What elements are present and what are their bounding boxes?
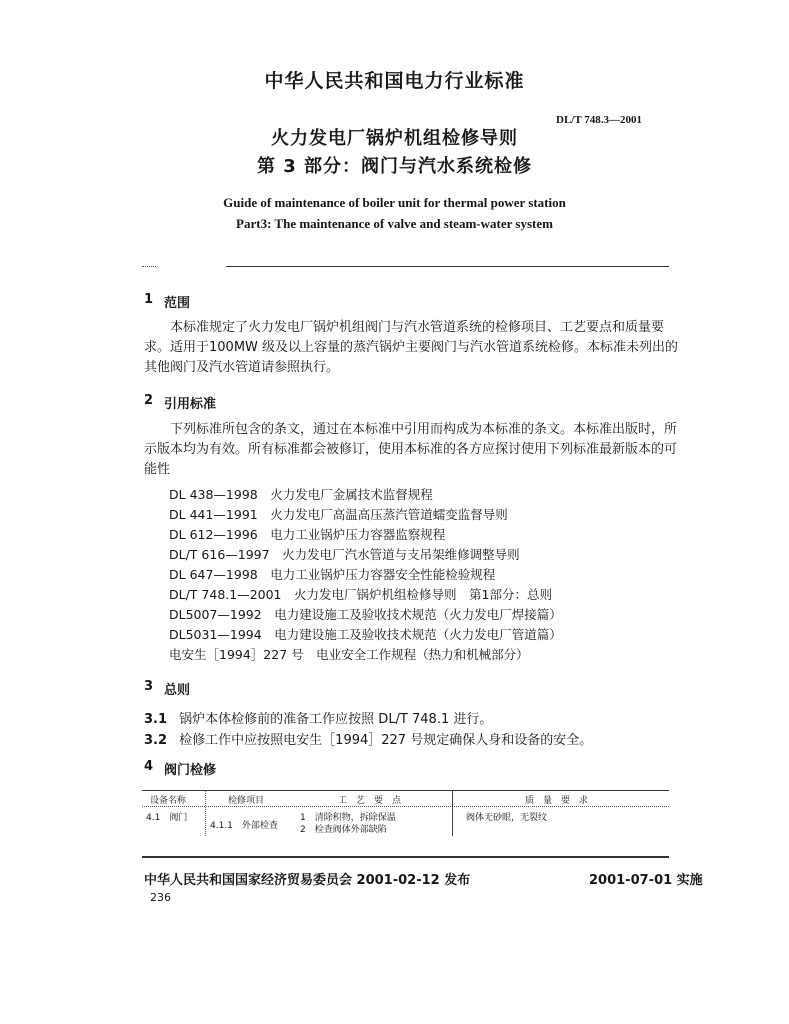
section-title-general: 总则 [164,683,191,698]
header-item: 检修项目 [228,796,265,806]
section-number: 3 [144,679,154,694]
reference-item: DL 612—1996 电力工业锅炉压力容器监察规程 [169,527,446,542]
clause-3-2 [144,729,592,748]
header-process: 工 艺 要 点 [338,796,402,806]
clause-number: 3.1 [144,712,168,727]
clause-3-1 [144,708,492,727]
separator-dot-left [142,266,156,267]
section-title-scope: 范围 [164,296,191,311]
table-header-rule [142,806,669,807]
row-quality: 阀体无砂眼，无裂纹 [466,813,548,823]
section-number: 2 [144,393,154,408]
table-col-divider [205,790,206,836]
reference-item: DL 441—1991 火力发电厂高温高压蒸汽管道蠕变监督导则 [169,507,508,522]
standard-category-title: 中华人民共和国电力行业标准 [264,70,525,92]
page-number: 236 [150,891,171,904]
standard-code: DL/T 748.3—2001 [556,114,642,126]
effective-date: 2001-07-01 实施 [589,873,703,888]
clause-text: 锅炉本体检修前的准备工作应按照 DL/T 748.1 进行。 [179,712,493,727]
header-equipment: 设备名称 [150,796,187,806]
footer-rule [142,856,669,858]
table-col-divider [452,790,453,836]
clause-text: 检修工作中应按照电安生［1994］227 号规定确保人身和设备的安全。 [179,733,593,748]
english-title: Guide of maintenance of boiler unit for thermal power station [223,195,566,210]
reference-item: DL 647—1998 电力工业锅炉压力容器安全性能检验规程 [169,567,496,582]
header-quality: 质 量 要 求 [525,796,589,806]
clause-number: 3.2 [144,733,168,748]
reference-item: DL/T 616—1997 火力发电厂汽水管道与支吊架维修调整导则 [169,547,520,562]
row-step: 1 清除积物，拆除保温 [300,813,396,823]
section-title-references: 引用标准 [164,397,217,412]
issuer-line: 中华人民共和国国家经济贸易委员会 2001-02-12 发布 [144,873,471,888]
reference-item: DL 438—1998 火力发电厂金属技术监督规程 [169,487,433,502]
reference-item: DL/T 748.1—2001 火力发电厂锅炉机组检修导则 第1部分：总则 [169,587,552,602]
reference-item: DL5007—1992 电力建设施工及验收技术规范（火力发电厂焊接篇） [169,607,562,622]
document-subtitle: 第 3 部分：阀门与汽水系统检修 [256,156,533,177]
reference-item: DL5031—1994 电力建设施工及验收技术规范（火力发电厂管道篇） [169,627,562,642]
reference-item: 电安生［1994］227 号 电业安全工作规程（热力和机械部分） [169,647,529,662]
row-equipment: 4.1 阀门 [146,813,188,823]
row-step: 2 检查阀体外部缺陷 [300,825,387,835]
section-title-valve-maintenance: 阀门检修 [164,763,217,778]
english-subtitle: Part3: The maintenance of valve and steam-water system [236,216,553,231]
row-item: 4.1.1 外部检查 [210,821,278,831]
section-number: 1 [144,292,154,307]
document-title: 火力发电厂锅炉机组检修导则 [271,128,518,149]
table-top-rule [142,790,669,791]
section-number: 4 [144,759,154,774]
scope-paragraph: 本标准规定了火力发电厂锅炉机组阀门与汽水管道系统的检修项目、工艺要点和质量要求。适用于100MW 级及以上容量的蒸汽锅炉主要阀门与汽水管道系统检修。本标准未列出的其他阀门及汽水管道请参照执行。 [144,320,679,375]
title-separator [226,266,669,267]
references-paragraph: 下列标准所包含的条文，通过在本标准中引用而构成为本标准的条文。本标准出版时，所示版本均为有效。所有标准都会被修订，使用本标准的各方应探讨使用下列标准最新版本的可能性 [144,422,678,477]
